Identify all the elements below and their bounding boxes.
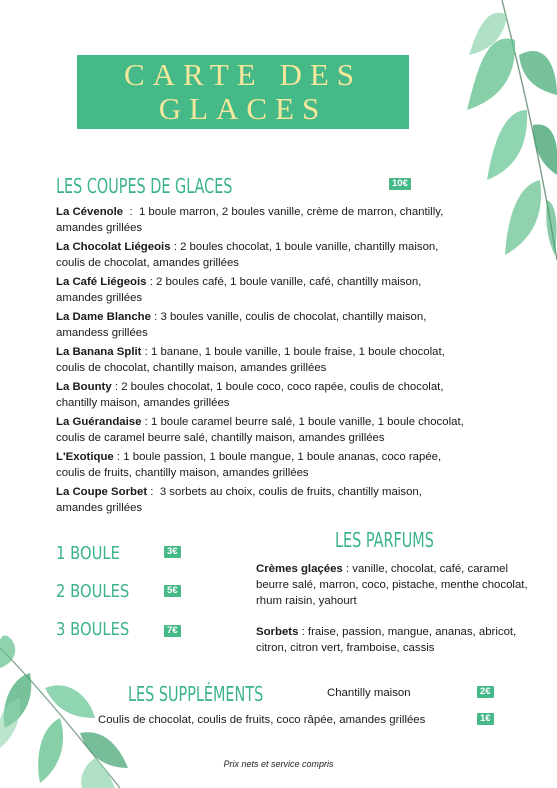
coupe-separator: : xyxy=(141,416,151,428)
coupe-item xyxy=(56,309,466,341)
coupe-separator: : xyxy=(111,381,122,393)
menu-title-line-1: CARTE DES xyxy=(123,57,363,92)
coupe-item xyxy=(56,379,466,411)
coupe-name: La Banana Split xyxy=(56,346,142,358)
supplement-item: Coulis de chocolat, coulis de fruits, coco râpée, amandes grillées xyxy=(98,714,426,726)
coupe-description: 2 boules chocolat, 1 boule coco, coco rapée, coulis de chocolat, chantilly maison, amandes grillées xyxy=(56,381,444,409)
coupe-separator: : xyxy=(123,206,139,218)
coupe-description: 1 boule marron, 2 boules vanille, crème de marron, chantilly, amandes grillées xyxy=(56,206,444,234)
supplement-item: Chantilly maison xyxy=(327,687,411,699)
scoop-price-badge: 5€ xyxy=(164,585,181,597)
coupes-list xyxy=(56,204,466,519)
supplements-heading: LES SUPPLÉMENTS xyxy=(128,682,264,706)
parfums-heading: LES PARFUMS xyxy=(335,528,434,552)
coupe-separator: : xyxy=(150,311,161,323)
coupe-separator: : xyxy=(170,241,181,253)
coupe-item xyxy=(56,484,466,516)
coupe-item xyxy=(56,449,466,481)
coupe-description: 1 banane, 1 boule vanille, 1 boule fraise, 1 boule chocolat, coulis de chocolat, chantilly maison, amandes grillées xyxy=(56,346,445,374)
menu-title-line-2: GLACES xyxy=(158,91,328,126)
parfum-label: Crèmes glaçées xyxy=(256,563,343,575)
coupe-name: La Dame Blanche xyxy=(56,311,151,323)
coupe-name: La Cévenole xyxy=(56,206,124,218)
supplement-price-badge: 2€ xyxy=(477,686,494,698)
menu-title-banner xyxy=(77,55,409,129)
coupe-separator: : xyxy=(147,486,160,498)
scoop-option-label: 1 BOULE xyxy=(56,543,120,564)
coupe-name: La Coupe Sorbet xyxy=(56,486,148,498)
coupe-description: 3 boules vanille, coulis de chocolat, chantilly maison, amandess grillées xyxy=(56,311,427,339)
parfum-list: fraise, passion, mangue, ananas, abricot, citron, citron vert, framboise, cassis xyxy=(256,626,517,654)
coupe-item xyxy=(56,204,466,236)
coupe-name: La Café Liégeois xyxy=(56,276,147,288)
coupes-heading: LES COUPES DE GLACES xyxy=(56,174,233,198)
parfum-cremes xyxy=(256,561,531,609)
coupe-description: 2 boules chocolat, 1 boule vanille, chantilly maison, coulis de chocolat, amandes grillées xyxy=(56,241,439,269)
coupe-separator: : xyxy=(141,346,151,358)
coupe-name: La Chocolat Liégeois xyxy=(56,241,171,253)
coupe-item xyxy=(56,344,466,376)
coupe-separator: : xyxy=(146,276,157,288)
coupe-description: 1 boule caramel beurre salé, 1 boule vanille, 1 boule chocolat, coulis de caramel beurre salé, chantilly maison, amandes grillées xyxy=(56,416,464,444)
coupe-item xyxy=(56,274,466,306)
coupe-item xyxy=(56,239,466,271)
parfum-list: vanille, chocolat, café, caramel beurre salé, marron, coco, pistache, menthe chocolat, rhum raisin, yahourt xyxy=(256,563,528,607)
supplement-price-badge: 1€ xyxy=(477,713,494,725)
coupe-description: 3 sorbets au choix, coulis de fruits, chantilly maison, amandes grillées xyxy=(56,486,422,514)
footer-note: Prix nets et service compris xyxy=(223,759,334,769)
scoop-price-badge: 7€ xyxy=(164,625,181,637)
scoop-option-label: 3 BOULES xyxy=(56,619,130,640)
scoop-price-badge: 3€ xyxy=(164,546,181,558)
coupe-name: L'Exotique xyxy=(56,451,114,463)
coupe-separator: : xyxy=(113,451,124,463)
parfum-separator: : xyxy=(342,563,353,575)
coupe-description: 2 boules café, 1 boule vanille, café, chantilly maison, amandes grillées xyxy=(56,276,422,304)
parfum-label: Sorbets xyxy=(256,626,299,638)
scoop-option-label: 2 BOULES xyxy=(56,581,130,602)
coupe-item xyxy=(56,414,466,446)
coupe-name: La Guérandaise xyxy=(56,416,142,428)
parfum-sorbets xyxy=(256,624,531,656)
coupes-price-badge: 10€ xyxy=(389,178,411,190)
coupe-description: 1 boule passion, 1 boule mangue, 1 boule ananas, coco rapée, coulis de fruits, chantilly maison, amandes grillées xyxy=(56,451,442,479)
parfum-separator: : xyxy=(298,626,308,638)
coupe-name: La Bounty xyxy=(56,381,112,393)
